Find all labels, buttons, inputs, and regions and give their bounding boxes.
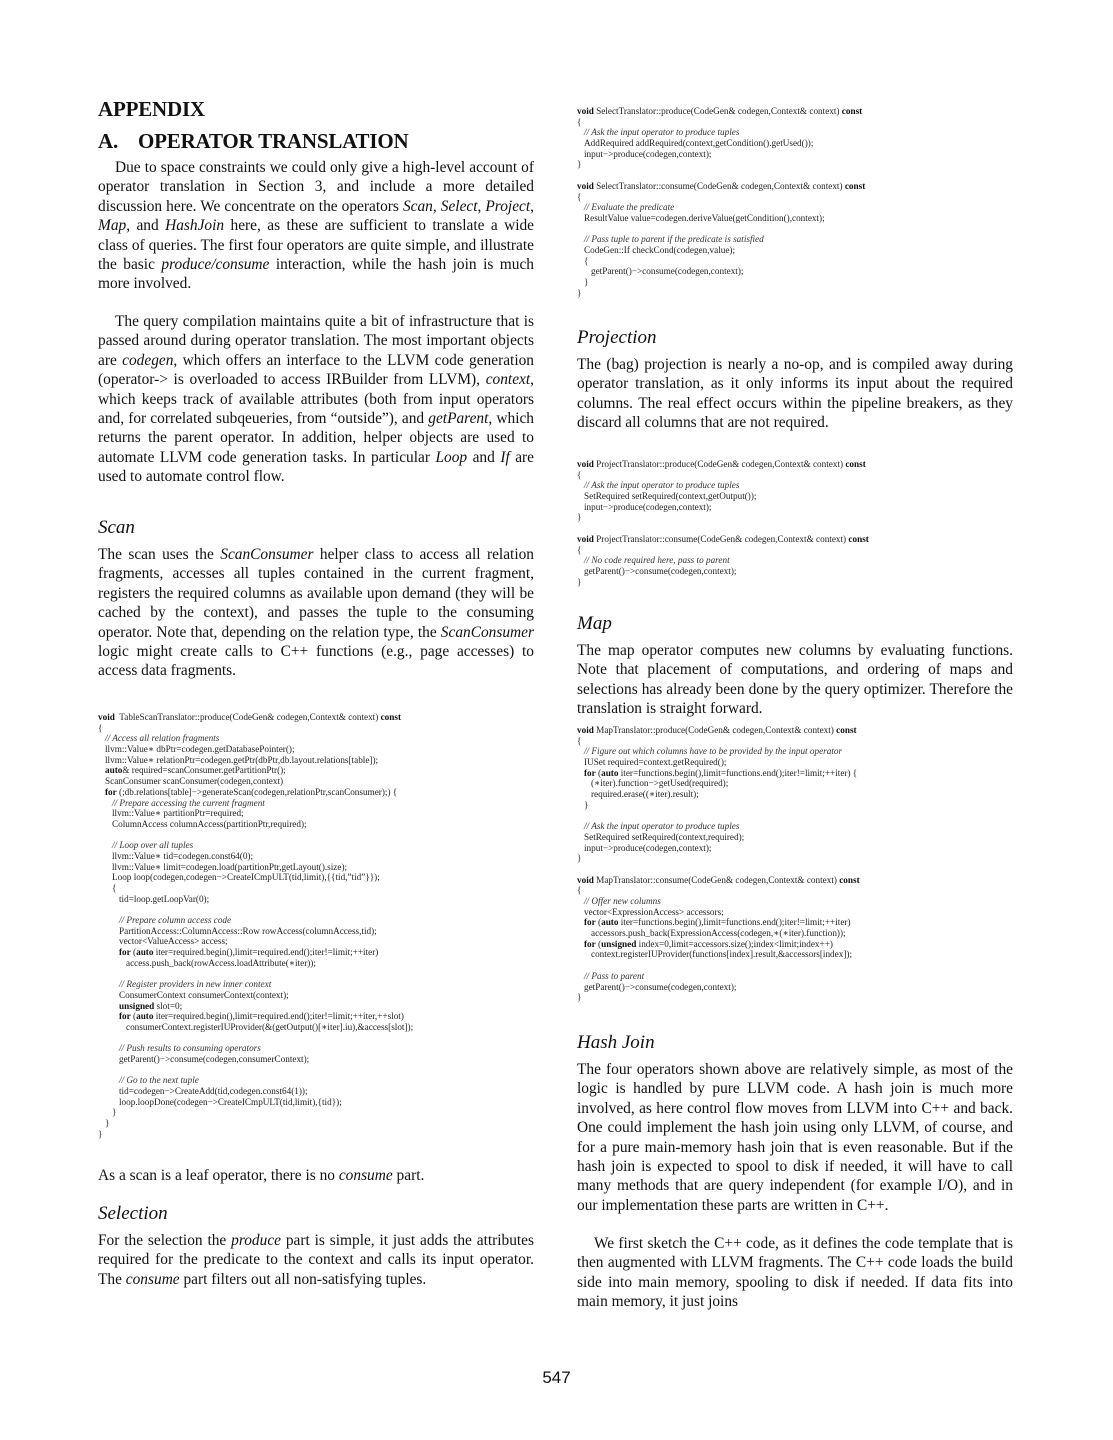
code-text: tid=codegen−>CreateAdd(tid,codegen.const64(1)); <box>119 1086 308 1097</box>
code-keyword: const <box>841 106 863 116</box>
code-line <box>577 992 860 1003</box>
code-line <box>577 917 860 928</box>
code-text: TableScanTranslator::produce(CodeGen& codegen,Context& context) <box>114 712 381 722</box>
code-comment: // Offer new columns <box>584 896 661 906</box>
code-line <box>577 266 865 277</box>
map-paragraph <box>577 641 1013 719</box>
code-text: Loop loop(codegen,codegen−>CreateICmpULT(tid,limit),{{tid,”tid”}}); <box>112 872 380 883</box>
emphasis-text: ScanConsumer <box>440 623 534 641</box>
code-text: ( <box>595 917 602 928</box>
code-text: } <box>577 512 582 523</box>
code-text: SetRequired setRequired(context,getOutput()); <box>584 491 757 502</box>
body-text: , <box>477 197 486 215</box>
code-line <box>577 245 865 256</box>
code-line <box>577 117 865 128</box>
code-keyword: void <box>577 874 594 885</box>
code-line <box>577 982 860 993</box>
code-text: AddRequired addRequired(context,getCondition().getUsed()); <box>584 138 814 149</box>
code-line <box>98 1033 413 1044</box>
code-line <box>577 960 860 971</box>
code-keyword: const <box>845 459 866 469</box>
code-keyword: for <box>105 786 117 797</box>
code-line <box>98 958 413 969</box>
body-text: Due to space constraints we could only give a high-level account of operator translation in Section 3, and include a more detailed discussion here. We concentrate on the operators <box>98 159 534 215</box>
code-line <box>98 1011 413 1022</box>
code-line <box>577 106 865 117</box>
code-text: & required=scanConsumer.getPartitionPtr(); <box>122 765 286 776</box>
code-text: vector<ExpressionAccess> accessors; <box>584 906 724 917</box>
code-line <box>577 907 860 918</box>
code-line <box>577 789 860 800</box>
code-text: CodeGen::If checkCond(codegen,value); <box>584 244 736 255</box>
code-line <box>98 755 413 766</box>
code-line <box>577 864 860 875</box>
body-text: here, as these are sufficient to translate a wide class of queries. The first four operators are quite simple, and illustrate the basic <box>98 217 535 274</box>
body-text: The map operator computes new columns by evaluating functions. Note that placement of computations, and ordering of maps and selections has already been done by the query optimizer. Therefore the translation is straight forward. <box>577 642 1013 718</box>
section-title: OPERATOR TRANSLATION <box>138 129 409 153</box>
code-line <box>577 213 865 224</box>
code-text: ProjectTranslator::produce(CodeGen& codegen,Context& context) <box>593 459 846 469</box>
code-line <box>577 149 865 160</box>
emphasis-text: Loop <box>435 448 468 466</box>
scan-note <box>98 1166 534 1185</box>
selection-paragraph <box>98 1231 534 1289</box>
emphasis-text: Scan <box>402 197 433 215</box>
code-keyword: void <box>577 533 594 544</box>
code-text: vector<ValueAccess> access; <box>119 936 228 947</box>
map-code-listing <box>577 725 860 1003</box>
code-line <box>98 830 413 841</box>
code-line <box>577 256 865 267</box>
code-line <box>98 744 413 755</box>
code-keyword: void <box>577 106 594 116</box>
code-text: IUSet required=context.getRequired(); <box>584 757 727 768</box>
body-text: We first sketch the C++ code, as it defines the code template that is then augmented with LLVM fragments. The C++ code loads the build side into main memory, spooling to disk if needed. If data fits into main memory, it just joins <box>577 1235 1013 1311</box>
code-line <box>98 851 413 862</box>
appendix-heading: APPENDIX <box>98 97 205 121</box>
project-code-listing <box>577 459 869 587</box>
code-text: llvm::Value∗ dbPtr=codegen.getDatabasePointer(); <box>105 744 295 755</box>
code-comment: // Ask the input operator to produce tuples <box>584 821 740 832</box>
code-line <box>577 832 860 843</box>
code-text: tid=loop.getLoopVar(0); <box>119 893 210 904</box>
code-line <box>98 1054 413 1065</box>
code-text: } <box>584 277 589 287</box>
code-line <box>577 277 865 288</box>
code-text: ResultValue value=codegen.deriveValue(getCondition(),context); <box>584 212 825 223</box>
code-line <box>98 894 413 905</box>
code-line <box>577 512 869 523</box>
code-line <box>98 915 413 926</box>
code-text: ColumnAccess columnAccess(partitionPtr,required); <box>112 818 307 829</box>
code-comment: // Pass to parent <box>584 970 645 981</box>
code-text: } <box>105 1118 110 1129</box>
code-text: llvm::Value∗ partitionPtr=required; <box>112 808 244 819</box>
code-comment: // Loop over all tuples <box>112 840 194 851</box>
code-line <box>577 885 860 896</box>
body-text: , which offers an interface to the LLVM code generation (operator-> is overloaded to access IRBuilder from LLVM), <box>98 351 534 389</box>
code-text: { <box>577 544 582 555</box>
code-text: getParent()−>consume(codegen,context); <box>584 565 737 576</box>
code-line <box>577 949 860 960</box>
code-text: PartitionAccess::ColumnAccess::Row rowAccess(columnAccess,tid); <box>119 925 377 936</box>
code-text: ( <box>595 767 602 778</box>
code-line <box>577 470 869 481</box>
body-text: part. <box>392 1167 425 1184</box>
code-line <box>98 798 413 809</box>
code-line <box>98 926 413 937</box>
code-text: ( <box>595 938 602 949</box>
code-line <box>577 534 869 545</box>
emphasis-text: context <box>485 371 531 389</box>
scan-paragraph <box>98 545 534 681</box>
code-line <box>98 765 413 776</box>
code-line <box>577 768 860 779</box>
code-line <box>98 808 413 819</box>
code-comment: // Access all relation fragments <box>105 733 220 744</box>
select-code-listing <box>577 106 865 298</box>
code-text: input−>produce(codegen,context); <box>584 842 712 853</box>
code-text: } <box>584 799 589 810</box>
code-text: iter=required.begin(),limit=required.end();iter!=limit;++iter,++slot) <box>153 1011 404 1022</box>
emphasis-text: ScanConsumer <box>220 546 314 563</box>
code-text: ScanConsumer scanConsumer(codegen,context) <box>105 776 284 787</box>
code-line <box>98 787 413 798</box>
code-line <box>577 138 865 149</box>
code-line <box>98 979 413 990</box>
code-keyword: unsigned <box>601 938 637 949</box>
code-comment: // Ask the input operator to produce tuples <box>584 127 740 138</box>
body-text: , <box>530 197 534 215</box>
code-line <box>577 577 869 588</box>
code-text: input−>produce(codegen,context); <box>584 148 712 159</box>
code-line <box>98 733 413 744</box>
code-line <box>98 1043 413 1054</box>
code-line <box>98 1118 413 1129</box>
code-line <box>98 947 413 958</box>
code-text: MapTranslator::produce(CodeGen& codegen,Context& context) <box>593 725 837 735</box>
body-text: part filters out all non-satisfying tuples. <box>179 1270 427 1288</box>
code-text: input−>produce(codegen,context); <box>584 501 712 512</box>
code-text: accessors.push_back(ExpressionAccess(codegen,∗(∗iter).function)); <box>591 928 846 939</box>
code-comment: // Push results to consuming operators <box>119 1043 261 1054</box>
emphasis-text: produce <box>231 1232 281 1249</box>
code-text: ConsumerContext consumerContext(context); <box>119 989 289 1000</box>
code-text: SetRequired setRequired(context,required); <box>584 831 745 842</box>
code-text: SelectTranslator::consume(CodeGen& codegen,Context& context) <box>593 180 845 191</box>
code-line <box>98 883 413 894</box>
code-line <box>98 1022 413 1033</box>
code-text: llvm::Value∗ tid=codegen.const64(0); <box>112 850 254 861</box>
code-line <box>98 819 413 830</box>
code-line <box>577 800 860 811</box>
code-text: { <box>577 116 582 127</box>
code-comment: // Prepare accessing the current fragment <box>112 797 265 808</box>
emphasis-text: Map <box>98 217 127 235</box>
code-line <box>577 778 860 789</box>
code-keyword: for <box>584 767 596 778</box>
code-line <box>577 224 865 235</box>
code-text: required.erase((∗iter).result); <box>591 789 699 800</box>
hashjoin-paragraph-1 <box>577 1060 1013 1215</box>
code-line <box>98 936 413 947</box>
code-line <box>98 1001 413 1012</box>
body-text: and <box>467 448 501 466</box>
code-line <box>577 566 869 577</box>
code-text: access.push_back(rowAccess.loadAttribute(∗iter)); <box>126 957 316 968</box>
code-comment: // Evaluate the predicate <box>584 202 675 213</box>
code-keyword: const <box>839 874 860 885</box>
code-line <box>577 971 860 982</box>
body-text: The scan uses the <box>98 546 221 563</box>
code-comment: // Pass tuple to parent if the predicate is satisfied <box>584 234 764 245</box>
code-keyword: const <box>848 533 869 544</box>
code-line <box>98 712 413 723</box>
code-text: { <box>577 191 582 202</box>
code-line <box>577 853 860 864</box>
code-line <box>577 480 869 491</box>
code-text: } <box>577 159 582 170</box>
code-keyword: const <box>380 712 402 722</box>
code-line <box>98 969 413 980</box>
emphasis-text: consume <box>338 1167 393 1184</box>
code-line <box>577 192 865 203</box>
hashjoin-heading: Hash Join <box>577 1032 655 1053</box>
code-text: context.registerIUProvider(functions[index].result,&accessors[index]); <box>591 949 852 960</box>
code-text: ( <box>130 947 137 958</box>
emphasis-text: consume <box>125 1270 180 1288</box>
intro-paragraph-2 <box>98 312 534 487</box>
code-keyword: for <box>584 917 596 928</box>
code-line <box>98 1086 413 1097</box>
code-line <box>577 843 860 854</box>
code-line <box>577 896 860 907</box>
section-heading <box>98 129 408 154</box>
code-text: } <box>577 853 582 864</box>
code-line <box>577 523 869 534</box>
body-text: logic might create calls to C++ functions (e.g., page accesses) to access data fragments. <box>98 643 534 680</box>
code-keyword: for <box>119 947 131 958</box>
code-line <box>577 159 865 170</box>
body-text: As a scan is a leaf operator, there is no <box>98 1167 339 1184</box>
code-text: ProjectTranslator::consume(CodeGen& codegen,Context& context) <box>593 533 849 544</box>
code-text: getParent()−>consume(codegen,context); <box>591 266 744 277</box>
code-line <box>98 990 413 1001</box>
code-text: ( <box>130 1011 137 1022</box>
code-line <box>577 757 860 768</box>
code-text: { <box>98 722 103 733</box>
code-text: (;db.relations[table]−>generateScan(codegen,relationPtr,scanConsumer);) { <box>116 786 398 797</box>
code-keyword: void <box>577 180 594 191</box>
body-text: interaction, while the hash join is much more involved. <box>98 256 534 293</box>
code-text: } <box>112 1107 117 1118</box>
code-line <box>577 875 860 886</box>
code-keyword: auto <box>601 767 619 778</box>
code-keyword: auto <box>601 917 619 928</box>
emphasis-text: HashJoin <box>165 217 225 235</box>
code-line <box>98 840 413 851</box>
code-line <box>577 127 865 138</box>
scan-heading: Scan <box>98 517 135 538</box>
body-text: , <box>432 197 441 215</box>
code-text: getParent()−>consume(codegen,context); <box>584 981 737 992</box>
code-text: { <box>584 255 589 266</box>
emphasis-text: If <box>500 448 510 466</box>
code-text: SelectTranslator::produce(CodeGen& codegen,Context& context) <box>593 106 842 116</box>
code-line <box>98 1097 413 1108</box>
code-line <box>577 170 865 181</box>
code-keyword: auto <box>105 765 123 776</box>
code-line <box>98 1075 413 1086</box>
body-text: part is simple, it just adds the attributes required for the predicate to the context and calls its input operator. The <box>98 1232 535 1288</box>
emphasis-text: produce/consume <box>161 256 270 274</box>
code-text: llvm::Value∗ limit=codegen.load(partitionPtr,getLayout().size); <box>112 861 348 872</box>
body-text: The (bag) projection is nearly a no-op, and is compiled away during operator translation, as it only informs its input about the required columns. The real effect occurs within the pipeline breakers, as they discard all columns that are not required. <box>577 356 1013 432</box>
emphasis-text: getParent <box>428 410 489 428</box>
code-keyword: for <box>119 1011 131 1022</box>
code-line <box>98 1065 413 1076</box>
code-line <box>577 811 860 822</box>
code-comment: // No code required here, pass to parent <box>584 555 730 566</box>
code-comment: // Ask the input operator to produce tuples <box>584 480 740 491</box>
body-text: For the selection the <box>98 1232 232 1249</box>
code-comment: // Register providers in new inner context <box>119 979 272 990</box>
body-text: helper class to access all relation fragments, accesses all tuples contained in the current fragment, registers the required columns as available upon demand (they will be cached by the context), and passes the tuple to the consuming operator. Note that, depending on the relation type, the <box>98 546 534 641</box>
code-line <box>577 491 869 502</box>
code-keyword: void <box>577 459 594 469</box>
body-text: , which returns the parent operator. In addition, helper objects are used to automate LLVM code generation tasks. In particular <box>98 410 534 466</box>
code-line <box>577 234 865 245</box>
code-keyword: unsigned <box>119 1000 155 1011</box>
code-line <box>98 904 413 915</box>
code-text: llvm::Value∗ relationPtr=codegen.getPtr(dbPtr,db.layout.relations[table]); <box>105 754 379 765</box>
code-text: } <box>577 992 582 1003</box>
code-text: loop.loopDone(codegen−>CreateICmpULT(tid,limit),{tid}); <box>119 1096 342 1107</box>
code-line <box>577 736 860 747</box>
code-line <box>98 1129 413 1140</box>
body-text: The four operators shown above are relatively simple, as most of the logic is handled by pure LLVM code. A hash join is much more involved, as here control flow moves from LLVM into C++ and back. One could implement the hash join using only LLVM, of course, and for a pure main-memory hash join that is even reasonable. But if the hash join is expected to spool to disk if needed, it will have to call many methods that are query independent (for example I/O), and in our implementation these parts are written in C++. <box>577 1061 1013 1214</box>
code-keyword: auto <box>136 1011 154 1022</box>
code-line <box>577 821 860 832</box>
code-text: index=0,limit=accessors.size();index<limit;index++) <box>636 938 833 949</box>
code-text: } <box>577 287 582 298</box>
code-keyword: void <box>577 725 594 735</box>
intro-paragraph-1 <box>98 158 534 294</box>
code-line <box>98 862 413 873</box>
code-line <box>577 502 869 513</box>
code-line <box>577 459 869 470</box>
code-comment: // Prepare column access code <box>119 915 232 926</box>
code-text: } <box>577 576 582 587</box>
code-text: { <box>577 885 582 896</box>
code-keyword: for <box>584 938 596 949</box>
code-keyword: void <box>98 712 115 722</box>
code-text: iter=functions.begin(),limit=functions.end();iter!=limit;++iter) <box>618 917 851 928</box>
code-line <box>577 181 865 192</box>
scan-code-listing <box>98 712 413 1140</box>
code-line <box>98 776 413 787</box>
code-keyword: const <box>836 725 857 735</box>
map-heading: Map <box>577 613 612 634</box>
emphasis-text: codegen <box>122 351 174 369</box>
emphasis-text: Select <box>440 197 478 215</box>
code-keyword: auto <box>136 947 154 958</box>
page-number: 547 <box>542 1368 571 1387</box>
code-line <box>577 545 869 556</box>
body-text: , which keeps track of available attributes (both from input operators and, for correlated subqeueries, from “outside”), and <box>98 371 534 428</box>
code-line <box>577 202 865 213</box>
code-line <box>577 746 860 757</box>
code-comment: // Figure out which columns have to be provided by the input operator <box>584 746 843 757</box>
code-text: iter=functions.begin(),limit=functions.end();iter!=limit;++iter) { <box>618 767 858 778</box>
code-line <box>577 928 860 939</box>
code-text: MapTranslator::consume(CodeGen& codegen,Context& context) <box>593 874 840 885</box>
body-text: The query compilation maintains quite a bit of infrastructure that is passed around during operator translation. The most important objects are <box>98 313 534 369</box>
code-text: (∗iter).function−>getUsed(required); <box>591 778 729 789</box>
projection-heading: Projection <box>577 327 657 348</box>
code-comment: // Go to the next tuple <box>119 1075 199 1086</box>
code-text: { <box>577 735 582 746</box>
code-line <box>98 723 413 734</box>
code-keyword: const <box>844 180 866 191</box>
body-text: are used to automate control flow. <box>98 448 534 486</box>
code-text: getParent()−>consume(codegen,consumerContext); <box>119 1054 310 1064</box>
selection-heading: Selection <box>98 1203 168 1224</box>
code-text: consumerContext.registerIUProvider(&(getOutput()[∗iter].iu),&access[slot]); <box>126 1021 414 1032</box>
code-line <box>577 555 869 566</box>
section-number: A. <box>98 129 119 153</box>
body-text: , and <box>126 217 166 235</box>
code-text: } <box>98 1128 103 1139</box>
code-line <box>98 872 413 883</box>
code-text: iter=required.begin(),limit=required.end();iter!=limit;++iter) <box>153 947 379 958</box>
code-text: { <box>112 883 117 893</box>
code-text: slot=0; <box>154 1000 183 1011</box>
code-line <box>577 725 860 736</box>
code-line <box>577 939 860 950</box>
code-line <box>98 1107 413 1118</box>
hashjoin-paragraph-2 <box>577 1234 1013 1312</box>
code-line <box>577 288 865 299</box>
projection-paragraph <box>577 355 1013 433</box>
emphasis-text: Project <box>485 197 531 215</box>
code-text: { <box>577 469 582 480</box>
